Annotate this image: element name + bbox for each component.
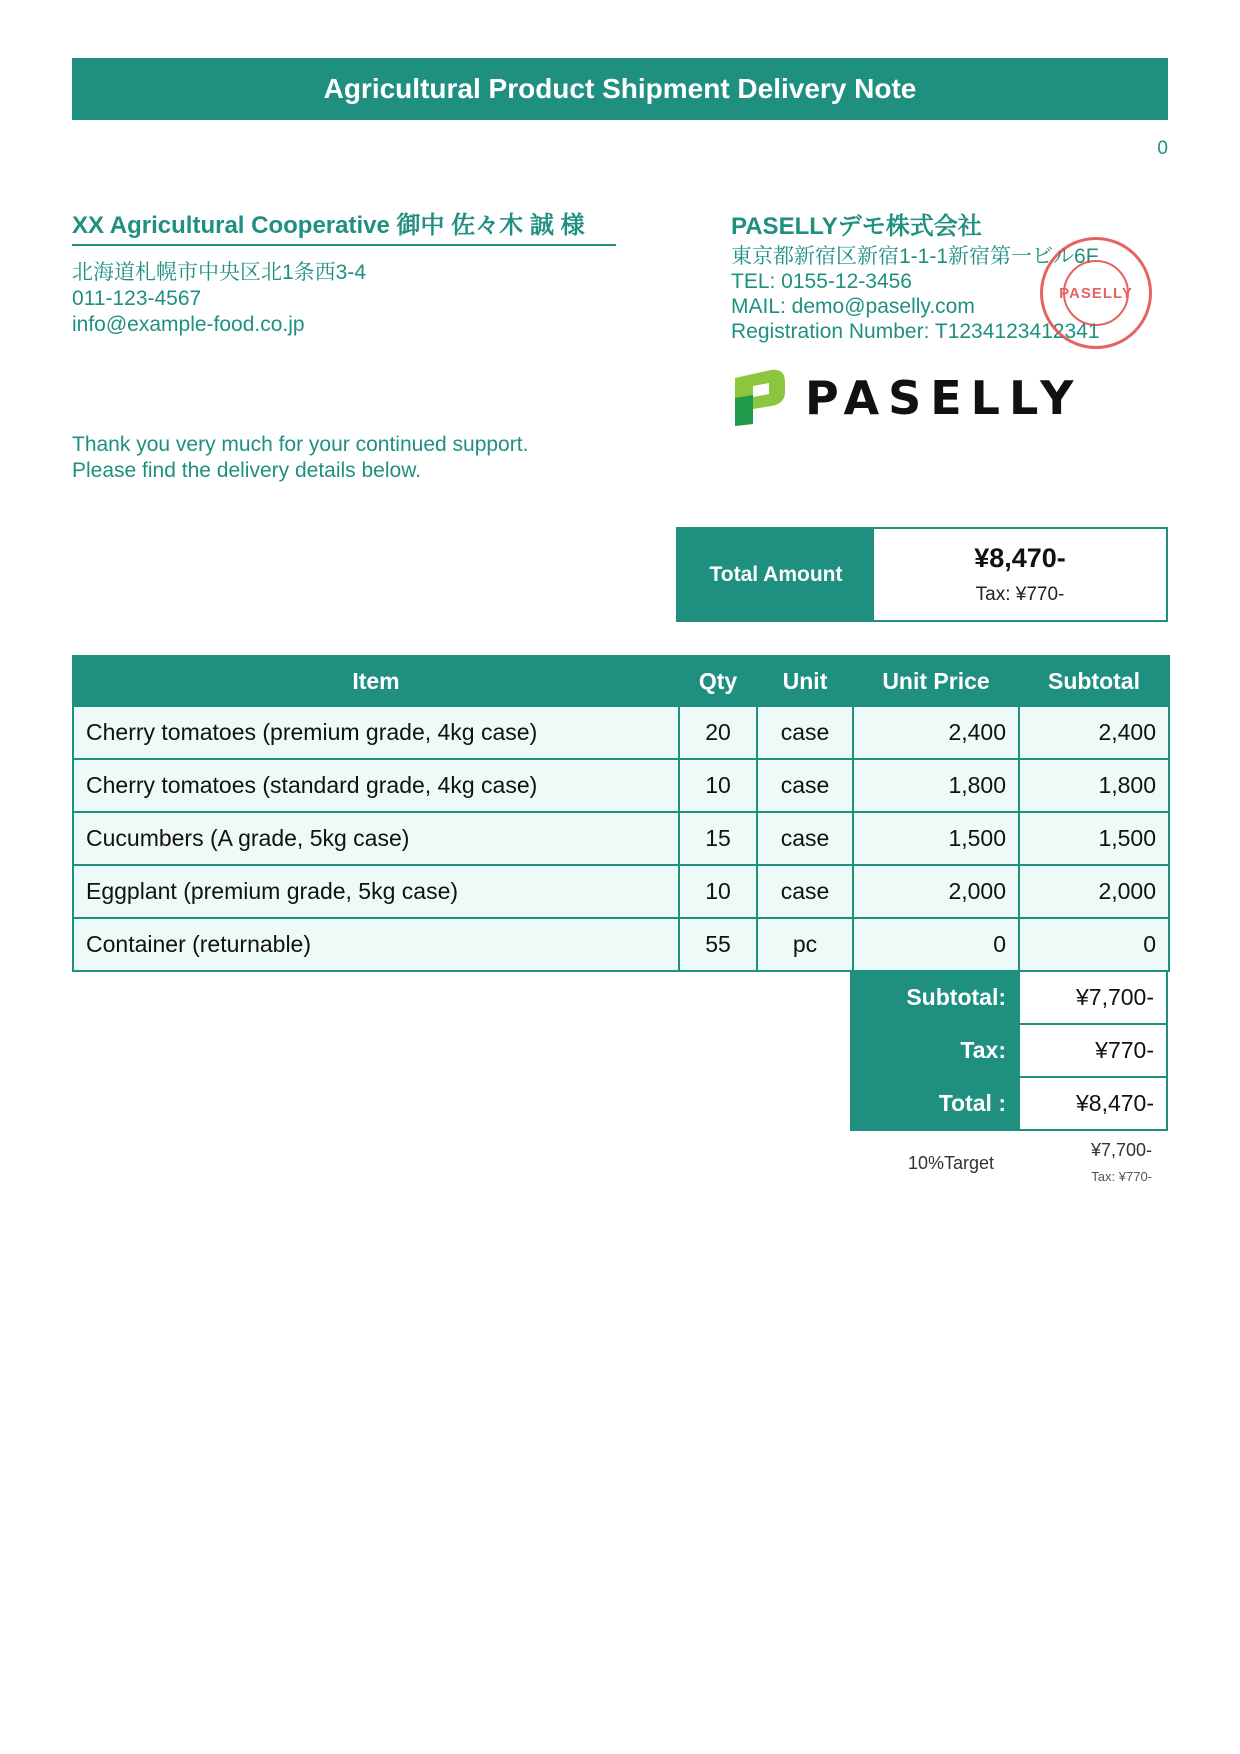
recipient-contact <box>72 260 616 338</box>
cell-qty: 10 <box>679 759 757 812</box>
cell-unit-price: 2,400 <box>853 706 1019 759</box>
cell-subtotal: 2,000 <box>1019 865 1169 918</box>
total-amount-value: ¥8,470- <box>974 543 1066 573</box>
cell-unit: case <box>757 812 853 865</box>
paselly-leaf-icon <box>731 368 787 428</box>
cell-unit: case <box>757 706 853 759</box>
recipient-email: info@example-food.co.jp <box>72 313 305 336</box>
cell-unit-price: 1,800 <box>853 759 1019 812</box>
summary-subtotal-label: Subtotal: <box>851 971 1019 1024</box>
cell-subtotal: 1,800 <box>1019 759 1169 812</box>
total-amount-tax: Tax: ¥770- <box>975 584 1065 605</box>
summary-table <box>850 970 1168 1131</box>
sender-address: 東京都新宿区新宿1-1-1新宿第一ビル6F <box>731 245 1099 268</box>
cell-qty: 55 <box>679 918 757 971</box>
cell-subtotal: 1,500 <box>1019 812 1169 865</box>
column-header-item: Item <box>73 656 679 706</box>
summary-total-label: Total : <box>851 1077 1019 1130</box>
document-number: 0 <box>1157 138 1168 159</box>
sender-name: PASELLYデモ株式会社 <box>731 213 982 240</box>
summary-subtotal-value: ¥7,700- <box>1019 971 1167 1024</box>
company-seal-text: PASELLY <box>1059 284 1133 302</box>
items-table-header <box>73 656 1169 706</box>
greeting-line-1: Thank you very much for your continued support. <box>72 433 529 456</box>
cell-item: Container (returnable) <box>73 918 679 971</box>
cell-item: Cherry tomatoes (standard grade, 4kg case) <box>73 759 679 812</box>
recipient-block <box>72 212 616 338</box>
cell-item: Cucumbers (A grade, 5kg case) <box>73 812 679 865</box>
recipient-address: 北海道札幌市中央区北1条西3-4 <box>72 261 367 284</box>
cell-qty: 10 <box>679 865 757 918</box>
recipient-name: XX Agricultural Cooperative 御中 佐々木 誠 様 <box>72 212 616 246</box>
document-title: Agricultural Product Shipment Delivery Note <box>72 58 1168 120</box>
total-amount-values <box>874 529 1166 620</box>
total-amount-box <box>676 527 1168 622</box>
summary-row-tax <box>851 1024 1167 1077</box>
column-header-qty: Qty <box>679 656 757 706</box>
cell-unit-price: 2,000 <box>853 865 1019 918</box>
sender-tel: TEL: 0155-12-3456 <box>731 270 912 293</box>
cell-unit: case <box>757 759 853 812</box>
column-header-unit: Unit <box>757 656 853 706</box>
tax-breakdown-label: 10%Target <box>908 1153 995 1173</box>
summary-row-total <box>851 1077 1167 1130</box>
tax-breakdown-amount: ¥7,700- <box>1090 1140 1152 1160</box>
items-table <box>72 655 1170 972</box>
cell-unit: pc <box>757 918 853 971</box>
greeting-line-2: Please find the delivery details below. <box>72 459 422 482</box>
summary-tax-label: Tax: <box>851 1024 1019 1077</box>
summary-tax-value: ¥770- <box>1019 1024 1167 1077</box>
cell-qty: 15 <box>679 812 757 865</box>
column-header-unit-price: Unit Price <box>853 656 1019 706</box>
cell-unit: case <box>757 865 853 918</box>
cell-qty: 20 <box>679 706 757 759</box>
sender-registration: Registration Number: T1234123412341 <box>731 320 1100 343</box>
recipient-phone: 011-123-4567 <box>72 287 202 310</box>
greeting-message <box>72 432 528 484</box>
cell-item: Eggplant (premium grade, 5kg case) <box>73 865 679 918</box>
total-amount-label: Total Amount <box>678 529 874 620</box>
company-seal-stamp <box>1040 237 1152 349</box>
company-logo <box>731 368 1082 428</box>
cell-item: Cherry tomatoes (premium grade, 4kg case) <box>73 706 679 759</box>
cell-unit-price: 0 <box>853 918 1019 971</box>
table-row <box>73 812 1169 865</box>
sender-mail: MAIL: demo@paselly.com <box>731 295 975 318</box>
table-row <box>73 706 1169 759</box>
logo-wordmark: PASELLY <box>805 371 1083 425</box>
cell-subtotal: 0 <box>1019 918 1169 971</box>
summary-total-value: ¥8,470- <box>1019 1077 1167 1130</box>
tax-breakdown-tax: Tax: ¥770- <box>1091 1169 1152 1184</box>
table-row <box>73 759 1169 812</box>
summary-row-subtotal <box>851 971 1167 1024</box>
table-row <box>73 918 1169 971</box>
table-row <box>73 865 1169 918</box>
cell-subtotal: 2,400 <box>1019 706 1169 759</box>
column-header-subtotal: Subtotal <box>1019 656 1169 706</box>
cell-unit-price: 1,500 <box>853 812 1019 865</box>
